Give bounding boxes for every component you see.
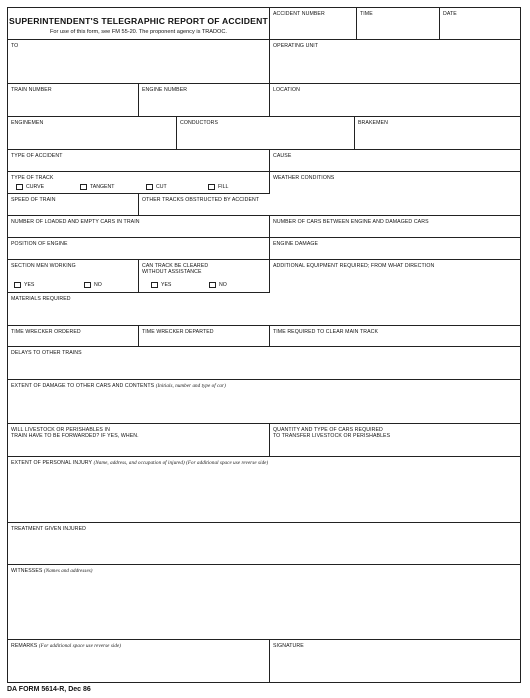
engine-number-label: ENGINE NUMBER — [142, 87, 188, 93]
can-track-be-cleared-label: CAN TRACK BE CLEARED WITHOUT ASSISTANCE — [142, 263, 209, 275]
witnesses-cell[interactable] — [8, 565, 520, 640]
witnesses-label — [11, 568, 93, 575]
type-of-track-cell — [8, 172, 270, 194]
operating-unit-label: OPERATING UNIT — [273, 43, 319, 49]
to-label: TO — [11, 43, 19, 49]
brakemen-cell[interactable] — [355, 117, 520, 150]
train-number-label: TRAIN NUMBER — [11, 87, 52, 93]
telegraphic-report-form — [7, 7, 521, 683]
brakemen-label: BRAKEMEN — [358, 120, 388, 126]
type-of-accident-label: TYPE OF ACCIDENT — [11, 153, 63, 159]
personal-injury-label — [11, 460, 268, 467]
checkbox-box[interactable] — [16, 184, 23, 190]
livestock-label: WILL LIVESTOCK OR PERISHABLES IN TRAIN HAVE TO BE FORWARDED? IF YES, WHEN. — [11, 427, 139, 439]
accident-number-label: ACCIDENT NUMBER — [273, 11, 325, 17]
can-track-be-cleared-cell — [139, 260, 270, 293]
enginemen-cell[interactable] — [8, 117, 177, 150]
clear-yes-checkbox[interactable] — [151, 282, 171, 288]
weather-conditions-label: WEATHER CONDITIONS — [273, 175, 335, 181]
accident-number-cell[interactable] — [270, 8, 357, 40]
engine-damage-cell[interactable] — [270, 238, 520, 260]
position-of-engine-label: POSITION OF ENGINE — [11, 241, 68, 247]
extent-damage-note: (Initials, number and type of car) — [155, 384, 226, 389]
checkbox-box[interactable] — [146, 184, 153, 190]
extent-damage-label — [11, 383, 226, 390]
clear-no-checkbox[interactable] — [209, 282, 227, 288]
speed-of-train-cell[interactable] — [8, 194, 139, 216]
form-header — [8, 8, 270, 40]
witnesses-text: WITNESSES — [11, 568, 43, 574]
section-yes-label: YES — [24, 282, 35, 288]
livestock-cell[interactable] — [8, 424, 270, 457]
form-subtitle: For use of this form, see FM 55-20. The proponent agency is TRADOC. — [49, 29, 227, 35]
signature-cell[interactable] — [270, 640, 520, 682]
checkbox-box[interactable] — [209, 282, 216, 288]
checkbox-box[interactable] — [80, 184, 87, 190]
cut-checkbox[interactable] — [146, 184, 167, 190]
remarks-text: REMARKS — [11, 643, 38, 649]
materials-required-label: MATERIALS REQUIRED — [11, 296, 71, 302]
time-wrecker-departed-cell[interactable] — [139, 326, 270, 347]
checkbox-box[interactable] — [208, 184, 215, 190]
other-tracks-cell[interactable] — [139, 194, 270, 216]
cut-label: CUT — [156, 184, 167, 190]
form-number: DA FORM 5614-R, Dec 86 — [7, 686, 91, 693]
section-men-working-label: SECTION MEN WORKING — [11, 263, 76, 269]
delays-label: DELAYS TO OTHER TRAINS — [11, 350, 82, 356]
personal-injury-note: (Name, address, and occupation of injured) (For additional space use reverse side) — [93, 461, 269, 466]
remarks-note: (For additional space use reverse side) — [38, 644, 122, 649]
cars-between-cell[interactable] — [270, 216, 520, 238]
conductors-label: CONDUCTORS — [180, 120, 219, 126]
form-title: SUPERINTENDENT'S TELEGRAPHIC REPORT OF ACCIDENT — [9, 16, 268, 26]
section-no-label: NO — [94, 282, 102, 288]
personal-injury-text: EXTENT OF PERSONAL INJURY — [11, 460, 93, 466]
personal-injury-cell[interactable] — [8, 457, 520, 523]
time-wrecker-departed-label: TIME WRECKER DEPARTED — [142, 329, 214, 335]
signature-label: SIGNATURE — [273, 643, 304, 649]
loaded-empty-cars-label: NUMBER OF LOADED AND EMPTY CARS IN TRAIN — [11, 219, 140, 225]
remarks-cell[interactable] — [8, 640, 270, 682]
additional-equipment-label: ADDITIONAL EQUIPMENT REQUIRED; FROM WHAT DIRECTION — [273, 263, 435, 269]
section-men-working-cell — [8, 260, 139, 293]
engine-number-cell[interactable] — [139, 84, 270, 117]
remarks-label — [11, 643, 121, 650]
materials-required-cell[interactable] — [8, 293, 520, 326]
checkbox-box[interactable] — [151, 282, 158, 288]
extent-damage-cell[interactable] — [8, 380, 520, 424]
extent-damage-text: EXTENT OF DAMAGE TO OTHER CARS AND CONTENTS — [11, 383, 155, 389]
date-label: DATE — [443, 11, 457, 17]
cause-label: CAUSE — [273, 153, 292, 159]
type-of-accident-cell[interactable] — [8, 150, 270, 172]
section-no-checkbox[interactable] — [84, 282, 102, 288]
witnesses-note: (Names and addresses) — [44, 569, 93, 574]
cars-between-label: NUMBER OF CARS BETWEEN ENGINE AND DAMAGED CARS — [273, 219, 429, 225]
location-cell[interactable] — [270, 84, 520, 117]
clear-yes-label: YES — [161, 282, 172, 288]
curve-checkbox[interactable] — [16, 184, 44, 190]
loaded-empty-cars-cell[interactable] — [8, 216, 270, 238]
weather-conditions-cell[interactable] — [270, 172, 520, 216]
speed-of-train-label: SPEED OF TRAIN — [11, 197, 56, 203]
position-of-engine-cell[interactable] — [8, 238, 270, 260]
time-to-clear-cell[interactable] — [270, 326, 520, 347]
time-cell[interactable] — [357, 8, 440, 40]
enginemen-label: ENGINEMEN — [11, 120, 44, 126]
time-label: TIME — [360, 11, 373, 17]
treatment-label: TREATMENT GIVEN INJURED — [11, 526, 87, 532]
additional-equipment-cell[interactable] — [270, 260, 520, 293]
to-cell[interactable] — [8, 40, 270, 84]
treatment-cell[interactable] — [8, 523, 520, 565]
checkbox-box[interactable] — [84, 282, 91, 288]
conductors-cell[interactable] — [177, 117, 355, 150]
tangent-checkbox[interactable] — [80, 184, 114, 190]
clear-no-label: NO — [219, 282, 227, 288]
fill-label: FILL — [218, 184, 229, 190]
quantity-type-label: QUANTITY AND TYPE OF CARS REQUIRED TO TRANSFER LIVESTOCK OR PERISHABLES — [273, 427, 391, 439]
delays-cell[interactable] — [8, 347, 520, 380]
time-wrecker-ordered-label: TIME WRECKER ORDERED — [11, 329, 81, 335]
time-to-clear-label: TIME REQUIRED TO CLEAR MAIN TRACK — [273, 329, 379, 335]
engine-damage-label: ENGINE DAMAGE — [273, 241, 319, 247]
tangent-label: TANGENT — [90, 184, 115, 190]
cause-cell[interactable] — [270, 150, 520, 172]
quantity-type-cell[interactable] — [270, 424, 520, 457]
fill-checkbox[interactable] — [208, 184, 228, 190]
date-cell[interactable] — [440, 8, 520, 40]
section-yes-checkbox[interactable] — [14, 282, 34, 288]
train-number-cell[interactable] — [8, 84, 139, 117]
checkbox-box[interactable] — [14, 282, 21, 288]
time-wrecker-ordered-cell[interactable] — [8, 326, 139, 347]
type-of-track-label: TYPE OF TRACK — [11, 175, 54, 181]
curve-label: CURVE — [26, 184, 45, 190]
operating-unit-cell[interactable] — [270, 40, 520, 84]
other-tracks-label: OTHER TRACKS OBSTRUCTED BY ACCIDENT — [142, 197, 260, 203]
location-label: LOCATION — [273, 87, 300, 93]
